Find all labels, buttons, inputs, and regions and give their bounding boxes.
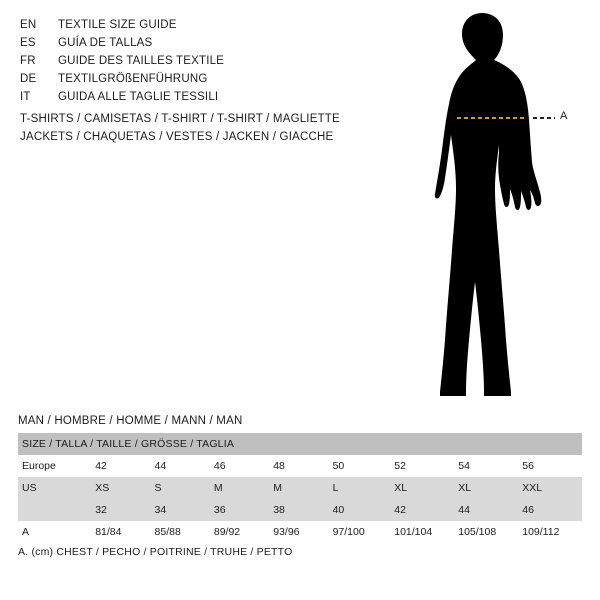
cell: 109/112: [518, 521, 582, 543]
language-code: DE: [20, 73, 37, 85]
cell: M: [269, 477, 328, 499]
cell: 54: [454, 455, 518, 477]
table-title: MAN / HOMBRE / HOMME / MANN / MAN: [18, 415, 243, 427]
language-code: EN: [20, 19, 37, 31]
chest-measure-line: [457, 117, 527, 119]
cell: 44: [454, 499, 518, 521]
cell: 81/84: [91, 521, 150, 543]
cell: XL: [454, 477, 518, 499]
measure-leader-line: [533, 117, 555, 119]
language-code: ES: [20, 37, 36, 49]
cell: 56: [518, 455, 582, 477]
language-row: [20, 16, 390, 34]
cell: 38: [269, 499, 328, 521]
language-code: IT: [20, 91, 31, 103]
cell: 93/96: [269, 521, 328, 543]
cell: 44: [151, 455, 210, 477]
category-line-jackets: JACKETS / CHAQUETAS / VESTES / JACKEN / GIACCHE: [20, 131, 334, 143]
cell: 42: [390, 499, 454, 521]
language-text: GUIDA ALLE TAGLIE TESSILI: [58, 91, 219, 103]
cell: 105/108: [454, 521, 518, 543]
language-list: [20, 16, 390, 106]
cell: XXL: [518, 477, 582, 499]
language-row: [20, 70, 390, 88]
cell: 101/104: [390, 521, 454, 543]
language-text: GUÍA DE TALLAS: [58, 37, 153, 49]
table-row: [18, 477, 582, 499]
cell: 46: [210, 455, 269, 477]
size-table-section: [18, 415, 582, 543]
table-header-label: SIZE / TALLA / TAILLE / GRÖSSE / TAGLIA: [22, 438, 235, 450]
category-list: [20, 110, 420, 146]
cell: 40: [329, 499, 391, 521]
cell: 34: [151, 499, 210, 521]
language-text: GUIDE DES TAILLES TEXTILE: [58, 55, 225, 67]
cell: 42: [91, 455, 150, 477]
row-label: US: [18, 477, 91, 499]
table-row: [18, 499, 582, 521]
cell: 52: [390, 455, 454, 477]
cell: M: [210, 477, 269, 499]
row-label: A: [18, 521, 91, 543]
language-text: TEXTILGRÖßENFÜHRUNG: [58, 73, 208, 85]
row-label: Europe: [18, 455, 91, 477]
table-row: [18, 455, 582, 477]
cell: XL: [390, 477, 454, 499]
cell: 48: [269, 455, 328, 477]
cell: XS: [91, 477, 150, 499]
language-row: [20, 34, 390, 52]
male-torso-silhouette-icon: [400, 10, 590, 400]
cell: 85/88: [151, 521, 210, 543]
cell: 32: [91, 499, 150, 521]
measure-label-a: A: [560, 110, 568, 122]
table-row: [18, 521, 582, 543]
cell: 46: [518, 499, 582, 521]
male-silhouette-diagram: [400, 10, 590, 400]
size-table: [18, 433, 582, 543]
cell: S: [151, 477, 210, 499]
row-label: [18, 499, 91, 521]
cell: 97/100: [329, 521, 391, 543]
language-code: FR: [20, 55, 36, 67]
language-row: [20, 52, 390, 70]
language-row: [20, 88, 390, 106]
category-line-tshirts: T-SHIRTS / CAMISETAS / T-SHIRT / T-SHIRT / MAGLIETTE: [20, 113, 340, 125]
cell: L: [329, 477, 391, 499]
footnote: A. (cm) CHEST / PECHO / POITRINE / TRUHE / PETTO: [18, 546, 293, 558]
table-header-row: [18, 433, 582, 455]
cell: 36: [210, 499, 269, 521]
language-text: TEXTILE SIZE GUIDE: [58, 19, 177, 31]
cell: 89/92: [210, 521, 269, 543]
cell: 50: [329, 455, 391, 477]
